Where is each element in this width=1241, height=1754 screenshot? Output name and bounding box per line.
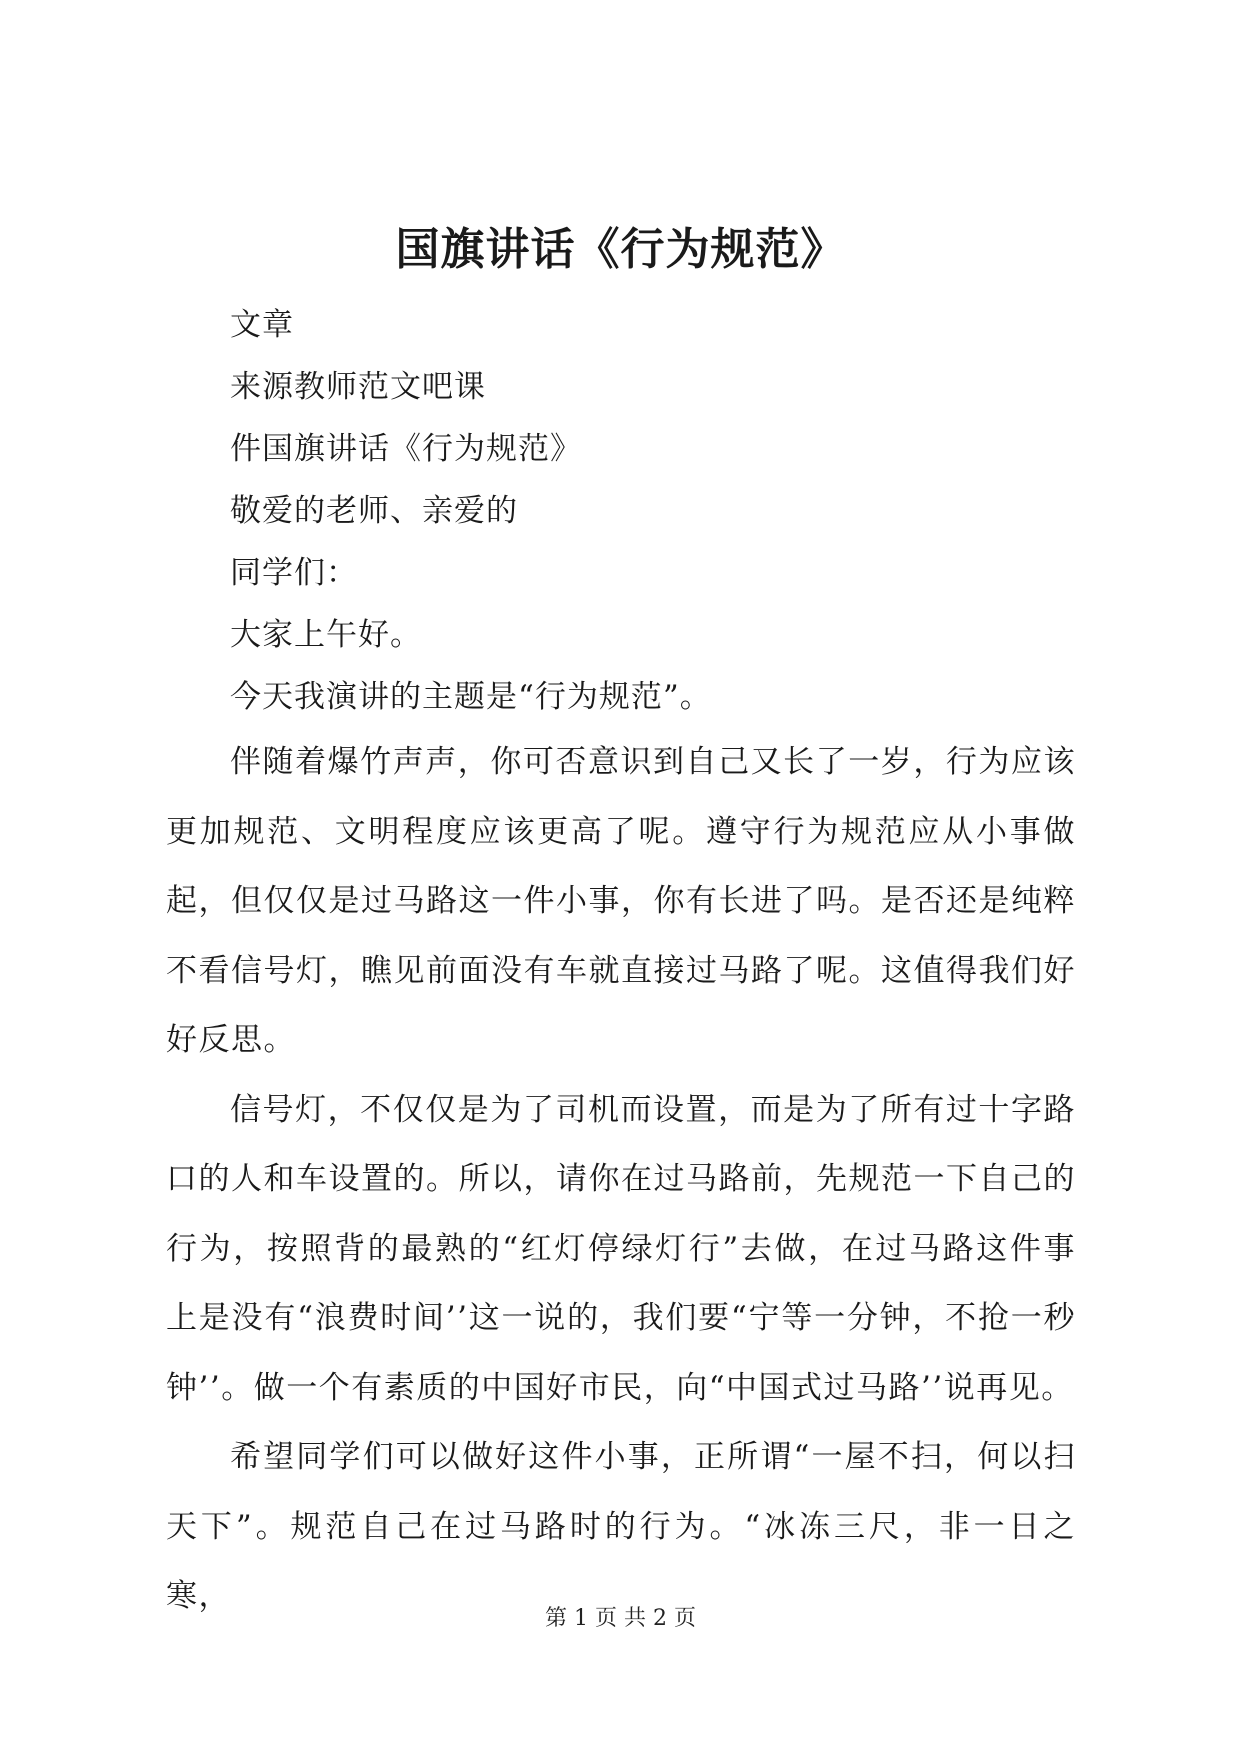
paragraph: 信号灯，不仅仅是为了司机而设置，而是为了所有过十字路口的人和车设置的。所以，请你在过马路前，先规范一下自己的行为，按照背的最熟的“红灯停绿灯行”去做，在过马路这件事上是没有“浪费时间’’这一说的，我们要“宁等一分钟，不抢一秒钟’’。做一个有素质的中国好市民，向“中国式过马路’’说再见。 [166,1091,1076,1406]
line-subtitle: 件国旗讲话《行为规范》 [230,431,582,467]
line-source: 来源教师范文吧课 [230,369,486,405]
header-lines [230,294,1130,728]
line-article: 文章 [230,307,294,343]
paragraph: 希望同学们可以做好这件小事，正所谓“一屋不扫，何以扫天下”。规范自己在过马路时的行为。“冰冻三尺，非一日之寒， [166,1439,1076,1614]
line-good-morning: 大家上午好。 [230,617,422,653]
document-title: 国旗讲话《行为规范》 [395,224,846,275]
line-greeting-students: 同学们： [230,555,358,591]
paragraph: 伴随着爆竹声声，你可否意识到自己又长了一岁，行为应该更加规范、文明程度应该更高了呢。遵守行为规范应从小事做起，但仅仅是过马路这一件小事，你有长进了吗。是否还是纯粹不看信号灯，瞧见前面没有车就直接过马路了呢。这值得我们好好反思。 [166,744,1076,1058]
page-number: 第 1 页 共 2 页 [545,1606,696,1631]
line-topic: 今天我演讲的主题是“行为规范”。 [230,679,712,715]
body-text [166,728,1076,1632]
line-greeting-teachers: 敬爱的老师、亲爱的 [230,493,518,529]
